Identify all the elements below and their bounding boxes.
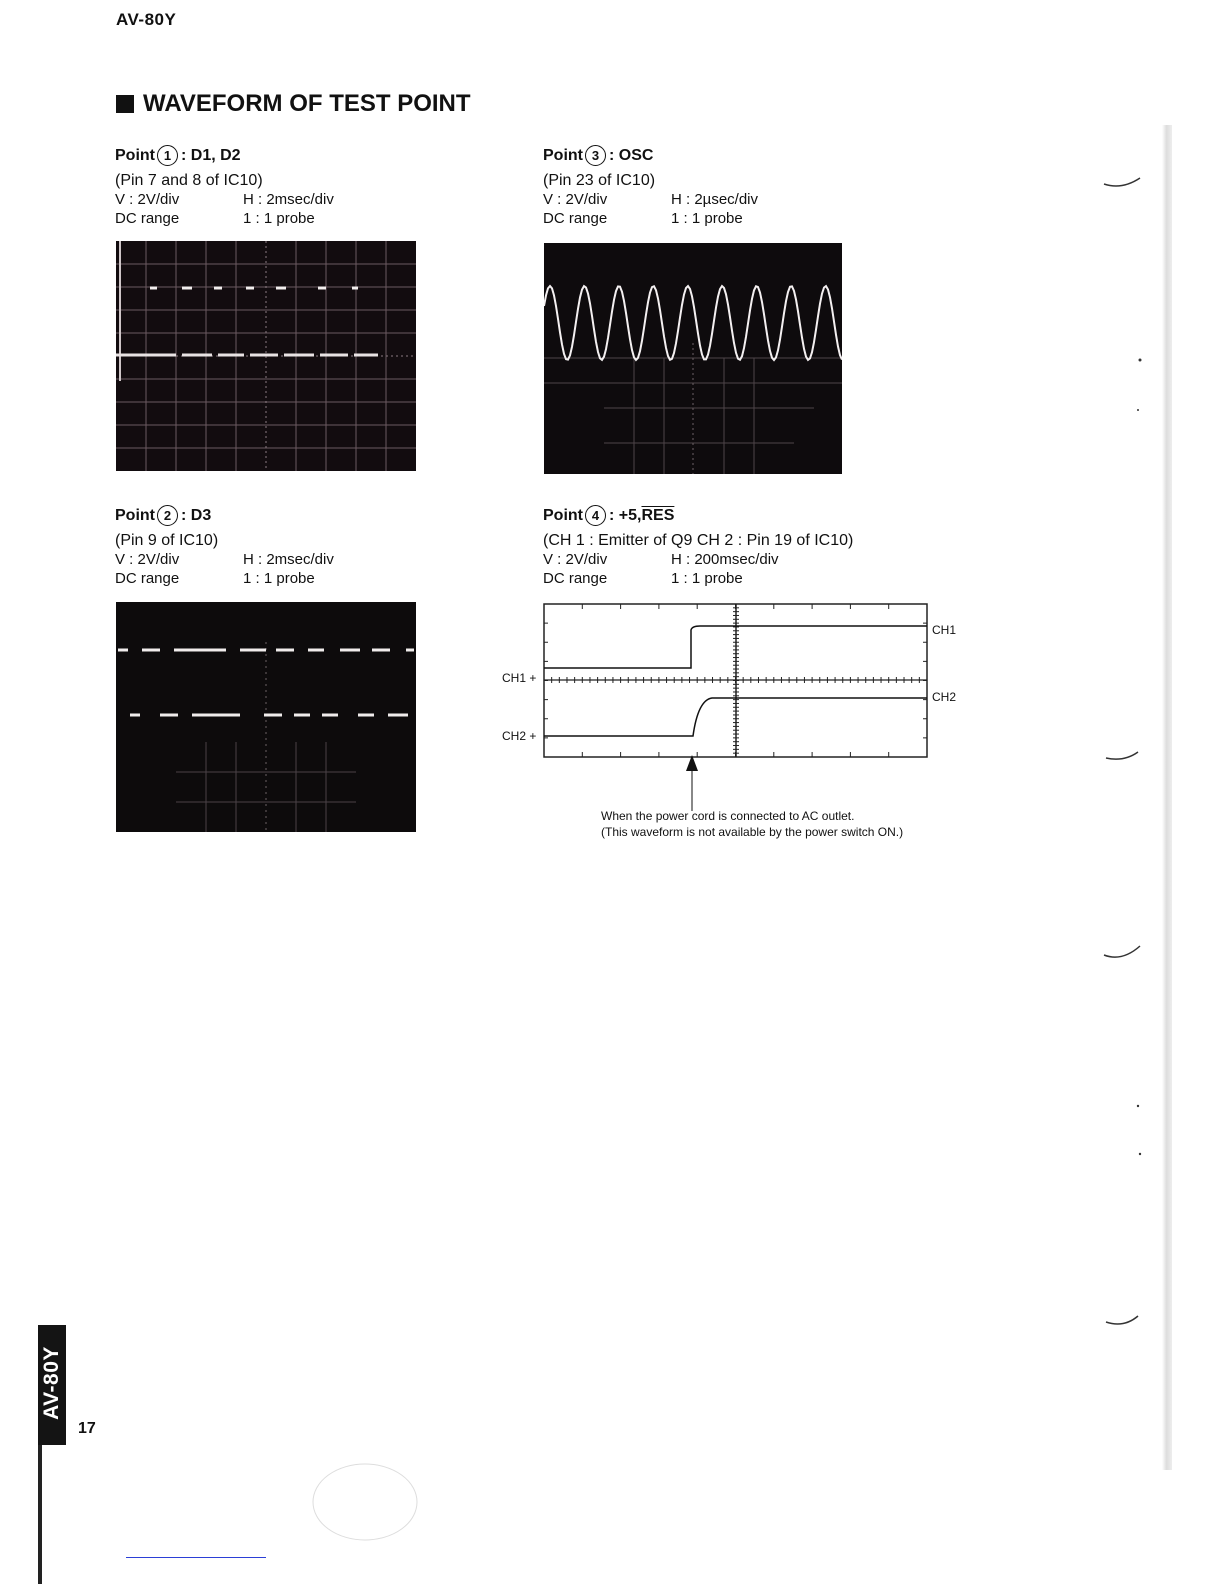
point-3-title: Point 3 : OSC (543, 145, 758, 166)
ch1-right-label: CH1 (932, 623, 957, 637)
point-1-probe: 1 : 1 probe (243, 210, 315, 227)
point-2-block (115, 505, 334, 588)
point-2-title: Point 2 : D3 (115, 505, 334, 526)
point-1-range: DC range (115, 210, 180, 227)
diagram-4-note: When the power cord is connected to AC outlet. (This waveform is not available by the power switch ON.) (601, 809, 904, 839)
point-2-probe: 1 : 1 probe (243, 570, 315, 587)
faint-stamp-circle (300, 1460, 430, 1550)
point-3-block (543, 145, 758, 228)
section-title-text: WAVEFORM OF TEST POINT (143, 90, 471, 117)
oscilloscope-photo-3 (544, 243, 842, 474)
square-bullet-icon (116, 95, 134, 113)
oscilloscope-photo-1 (116, 241, 416, 471)
header-model: AV-80Y (116, 10, 177, 29)
point-3-h: H : 2µsec/div (671, 191, 759, 208)
point-1-block (115, 145, 334, 228)
point-4-title: Point 4 : +5, $\overline{RES}$ (543, 505, 853, 526)
circled-number-2-icon: 2 (157, 505, 178, 526)
point-3-probe: 1 : 1 probe (671, 210, 743, 227)
point-2-pin: (Pin 9 of IC10) (115, 532, 219, 549)
point-4-range: DC range (543, 570, 608, 587)
point-2-h: H : 2msec/div (243, 551, 334, 568)
ch1-left-label: CH1 + (502, 671, 537, 685)
binding-marks (1100, 170, 1150, 1340)
point-4-pin: (CH 1 : Emitter of Q9 CH 2 : Pin 19 of IC10) (543, 532, 854, 549)
section-title (116, 90, 471, 118)
circled-number-3-icon: 3 (585, 145, 606, 166)
point-2-v: V : 2V/div (115, 551, 180, 568)
ch2-left-label: CH2 + (502, 729, 537, 743)
point-1-title: Point 1 : D1, D2 (115, 145, 334, 166)
circled-number-4-icon: 4 (585, 505, 606, 526)
point-4-probe: 1 : 1 probe (671, 570, 743, 587)
blue-rule (126, 1557, 266, 1558)
point-3-pin: (Pin 23 of IC10) (543, 172, 656, 189)
arrow-up-icon (684, 755, 700, 811)
side-tab-model: AV-80Y (40, 1346, 63, 1420)
left-margin-bar (38, 1445, 42, 1584)
point-2-range: DC range (115, 570, 180, 587)
res-overline-label: $\overline{RES}$ (641, 506, 675, 524)
page-number: 17 (78, 1420, 96, 1437)
point-1-v: V : 2V/div (115, 191, 180, 208)
waveform-diagram-4 (540, 600, 932, 780)
page-edge-shadow (1162, 125, 1172, 1470)
point-1-pin: (Pin 7 and 8 of IC10) (115, 172, 263, 189)
point-4-block (543, 505, 853, 588)
side-tab (38, 1325, 66, 1445)
point-1-h: H : 2msec/div (243, 191, 334, 208)
point-3-v: V : 2V/div (543, 191, 608, 208)
point-4-v: V : 2V/div (543, 551, 608, 568)
oscilloscope-photo-2 (116, 602, 416, 832)
point-3-range: DC range (543, 210, 608, 227)
ch2-right-label: CH2 (932, 690, 957, 704)
point-4-h: H : 200msec/div (671, 551, 779, 568)
circled-number-1-icon: 1 (157, 145, 178, 166)
